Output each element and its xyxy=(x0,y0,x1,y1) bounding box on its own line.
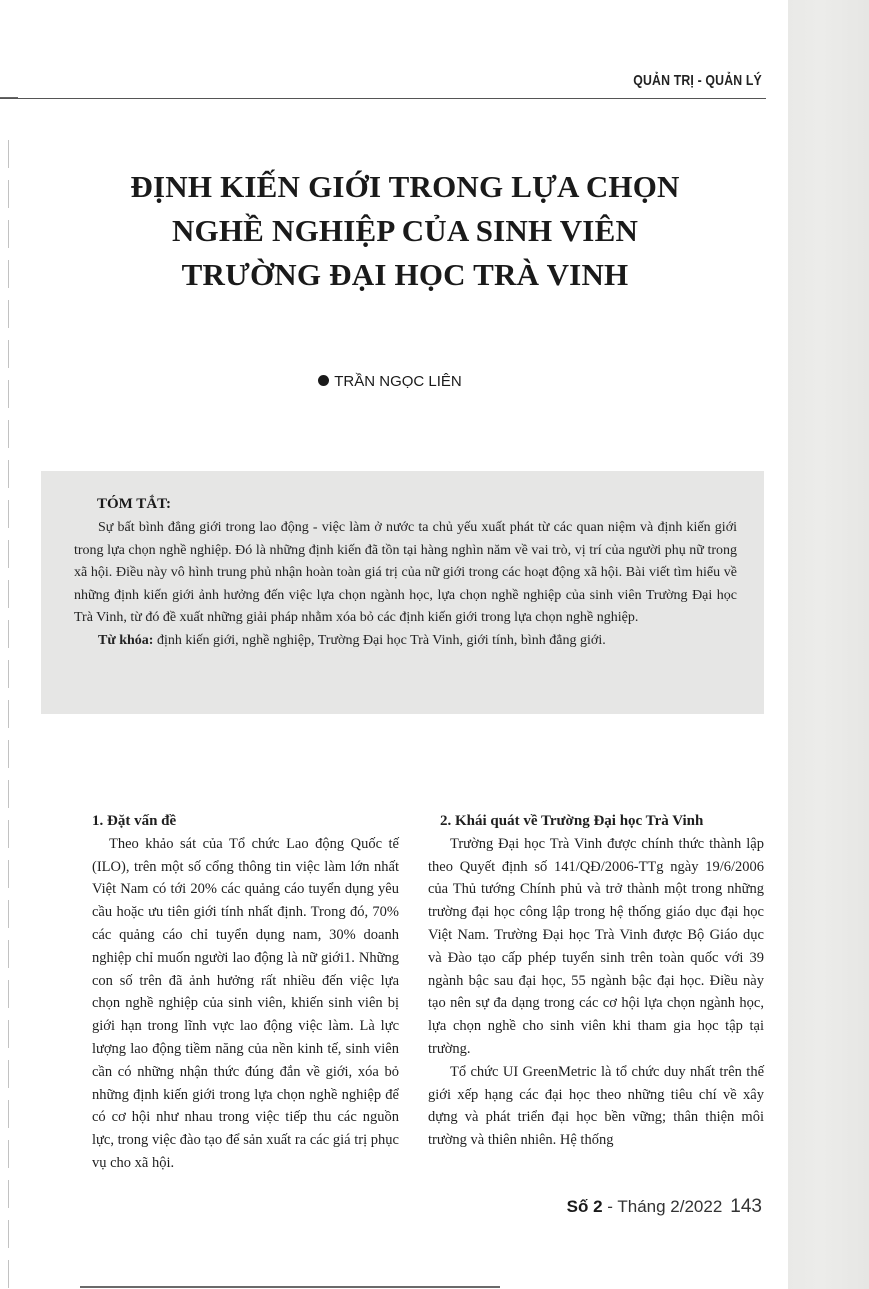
page-footer xyxy=(567,1196,762,1218)
issue-date: - Tháng 2/2022 xyxy=(602,1197,723,1216)
keywords xyxy=(74,630,737,653)
article-title xyxy=(60,165,750,297)
column-left xyxy=(92,810,399,1175)
left-margin-line xyxy=(8,140,9,1289)
paragraph: Trường Đại học Trà Vinh được chính thức thành lập theo Quyết định số 141/QĐ/2006-TTg ngày 19/6/2006 của Thủ tướng Chính phủ và trở thành một trong những trường đại học công lập trong hệ thống giáo dục đại học Việt Nam. Trường Đại học Trà Vinh được Bộ Giáo dục và Đào tạo cấp phép tuyển sinh trên toàn quốc với 39 ngành bậc sau đại học, 55 ngành bậc đại học. Điều này tạo nên sự đa dạng trong các cơ hội lựa chọn ngành học, lựa chọn nghề cho sinh viên khi tham gia học tập tại trường. xyxy=(428,835,764,1057)
abstract-body xyxy=(74,517,737,652)
column-right xyxy=(428,810,764,1152)
keywords-text: định kiến giới, nghề nghiệp, Trường Đại học Trà Vinh, giới tính, bình đẳng giới. xyxy=(156,632,606,648)
paragraph: Theo khảo sát của Tổ chức Lao động Quốc tế (ILO), trên một số cổng thông tin việc làm lớn nhất Việt Nam có tới 20% các quảng cáo tuyển dụng yêu cầu hoặc ưu tiên giới tính nhất định. Trong đó, 70% các quảng cáo chỉ tuyển dụng nam, 30% doanh nghiệp chỉ muốn người lao động là nữ giới1. Những con số trên đã ảnh hưởng rất nhiều đến việc lựa chọn nghề nghiệp của sinh viên, khiến sinh viên bị giới hạn trong lĩnh vực lao động việc làm. Là lực lượng lao động tiềm năng của nền kinh tế, sinh viên cần có những nhận thức đúng đắn về giới, xóa bỏ những định kiến giới trong lựa chọn nghề nghiệp để có cơ hội như nhau trong việc tiếp thu các nguồn lực, trong việc đào tạo để sản xuất ra các giá trị phục vụ cho xã hội. xyxy=(92,835,399,1171)
section-label: QUẢN TRỊ - QUẢN LÝ xyxy=(633,72,762,89)
title-line: NGHỀ NGHIỆP CỦA SINH VIÊN xyxy=(171,213,639,248)
abstract-text: Sự bất bình đẳng giới trong lao động - việc làm ở nước ta chủ yếu xuất phát từ các quan niệm và định kiến giới trong lựa chọn nghề nghiệp. Đó là những định kiến đã tồn tại hàng nghìn năm về vai trò, vị trí của người phụ nữ trong xã hội. Điều này vô hình trung phủ nhận hoàn toàn giá trị của nữ giới trong các hoạt động xã hội. Bài viết tìm hiểu về những định kiến giới ảnh hưởng đến việc lựa chọn ngành học, lựa chọn nghề nghiệp của sinh viên Trường Đại học Trà Vinh, từ đó đề xuất những giải pháp nhằm xóa bỏ các định kiến giới trong lựa chọn nghề nghiệp. xyxy=(74,520,737,625)
author-name: TRẦN NGỌC LIÊN xyxy=(334,373,462,390)
section-heading: 1. Đặt vấn đề xyxy=(92,813,177,829)
page-edge-shadow xyxy=(788,0,869,1289)
abstract-heading: TÓM TẮT: xyxy=(97,496,172,512)
keywords-label: Từ khóa: xyxy=(98,632,154,648)
title-line: TRƯỜNG ĐẠI HỌC TRÀ VINH xyxy=(181,257,629,292)
page-number: 143 xyxy=(730,1196,762,1217)
paragraph: Tổ chức UI GreenMetric là tổ chức duy nhất trên thế giới xếp hạng các đại học theo những tiêu chí về xây dựng và phát triển đại học bền vững; thân thiện môi trường và thiên nhiên. Hệ thống xyxy=(428,1063,764,1149)
header-rule xyxy=(0,98,766,99)
title-line: ĐỊNH KIẾN GIỚI TRONG LỰA CHỌN xyxy=(130,169,680,204)
issue-label: Số 2 xyxy=(566,1197,603,1216)
author-byline xyxy=(0,373,780,390)
bottom-rule xyxy=(80,1286,500,1288)
abstract-box xyxy=(41,471,764,714)
section-heading: 2. Khái quát về Trường Đại học Trà Vinh xyxy=(440,813,704,829)
bullet-icon xyxy=(318,375,329,386)
